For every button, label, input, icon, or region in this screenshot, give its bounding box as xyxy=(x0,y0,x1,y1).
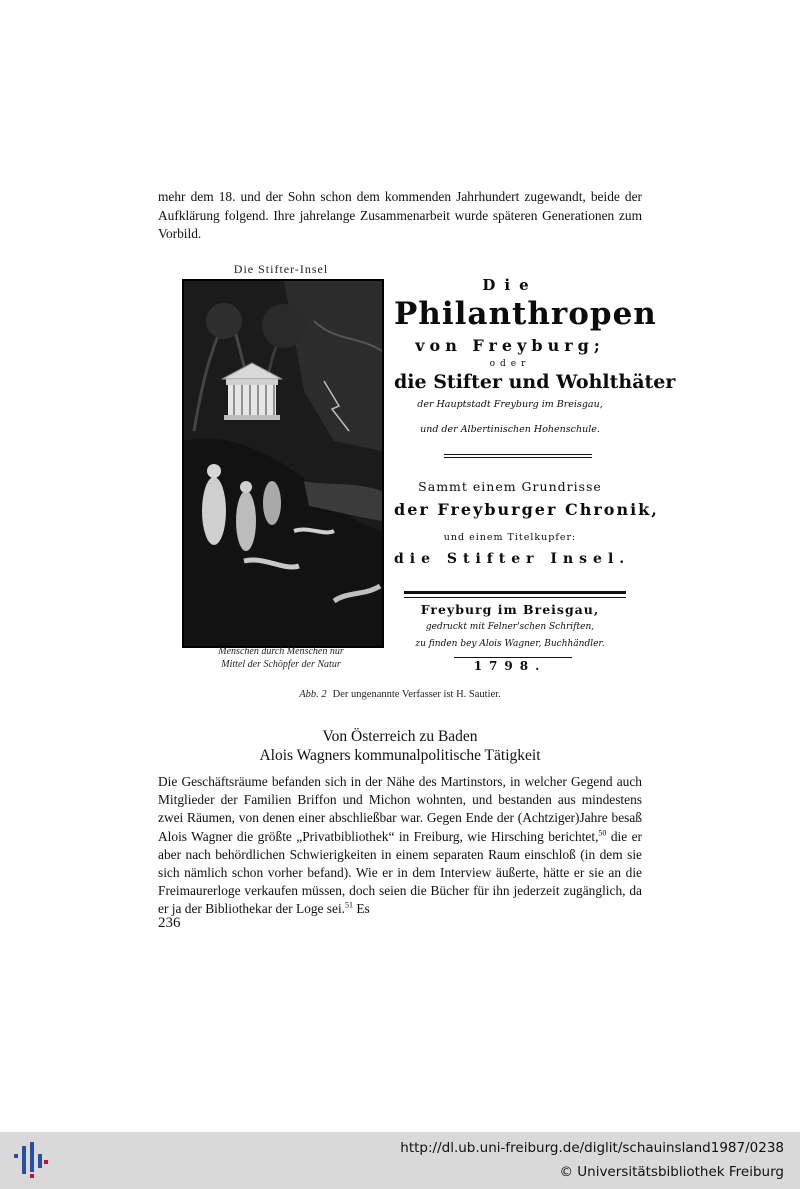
body-text-part-3: Es xyxy=(353,901,370,917)
section-subheading: Alois Wagners kommunalpolitische Tätigkeit xyxy=(259,747,541,764)
title-stifter-wohlthaeter: die Stifter und Wohlthäter xyxy=(394,371,676,393)
page-number: 236 xyxy=(158,915,181,931)
title-year: 1798. xyxy=(473,659,547,673)
title-titelkupfer: und einem Titelkupfer: xyxy=(443,532,577,543)
copyright-notice: © Universitätsbibliothek Freiburg xyxy=(559,1164,784,1180)
title-hohenschule: und der Albertinischen Hohenschule. xyxy=(420,424,600,435)
body-text-part-2: die er aber nach behördlichen Schwierigkeiten in einem separaten Raum einschloß (in dem sie sich nämlich schon vorher befand). Wie er in dem Interview äußerte, hätte er sie an die Freimaurerloge verkaufen müssen, doch seien die Bücher für ihn jederzeit zugänglich, da er ja der Bibliothekar der Loge sei. xyxy=(158,828,642,917)
title-divider-2 xyxy=(404,591,626,598)
figure-caption-text: Der ungenannte Verfasser ist H. Sautier. xyxy=(332,689,501,700)
title-zu-finden: zu finden bey Alois Wagner, Buchhändler. xyxy=(415,639,605,649)
body-text-part-1: Die Geschäftsräume befanden sich in der Nähe des Martinstors, in welcher Gegend auch Mitglieder der Familien Briffon und Michon wohnten, und bestanden aus mindestens zwei Räumen, von denen einer abschließbar war. Gegen Ende der (Achtziger)Jahre besaß Alois Wagner die größte „Privatbibliothek“ in Freiburg, wie Hirsching berichtet, xyxy=(158,774,642,844)
library-logo-icon xyxy=(10,1140,52,1180)
plate-caption xyxy=(176,645,386,671)
section-heading: Von Österreich zu Baden xyxy=(322,728,478,745)
title-page xyxy=(394,262,676,678)
title-von-freyburg: von Freyburg; xyxy=(415,336,605,355)
permalink-url[interactable]: http://dl.ub.uni-freiburg.de/diglit/schauinsland1987/0238 xyxy=(400,1140,784,1156)
plate-caption-line-2: Mittel der Schöpfer der Natur xyxy=(221,659,341,670)
title-die: Die xyxy=(482,276,538,294)
title-oder: oder xyxy=(489,359,531,369)
title-freyburg-breisgau: Freyburg im Breisgau, xyxy=(420,602,600,617)
title-stifter-insel: die Stifter Insel. xyxy=(394,551,631,567)
title-hauptstadt: der Hauptstadt Freyburg im Breisgau, xyxy=(417,399,603,410)
intro-paragraph xyxy=(158,188,642,244)
title-gedruckt: gedruckt mit Felner'schen Schriften, xyxy=(425,622,595,632)
footnote-ref-50[interactable]: 50 xyxy=(598,828,607,838)
title-chronik: der Freyburger Chronik, xyxy=(394,500,659,519)
figure-caption xyxy=(0,689,800,700)
title-divider-1 xyxy=(444,454,592,458)
body-paragraph xyxy=(158,773,642,919)
frontispiece-plate xyxy=(176,262,386,678)
footnote-ref-51[interactable]: 51 xyxy=(345,900,354,910)
engraving-image xyxy=(182,279,384,648)
engraving-svg xyxy=(184,281,382,646)
intro-text: mehr dem 18. und der Sohn schon dem kommenden Jahrhundert zugewandt, beide der Aufklärung folgend. Ihre jahrelange Zusammenarbeit wurde späteren Generationen zum Vorbild. xyxy=(158,189,642,241)
figure-illustration xyxy=(176,262,676,682)
plate-title: Die Stifter-Insel xyxy=(233,262,329,276)
figure-caption-label: Abb. 2 xyxy=(299,689,327,700)
plate-caption-line-1: Menschen durch Menschen nur xyxy=(218,646,344,657)
footer-bar xyxy=(0,1132,800,1189)
title-philanthropen: Philanthropen xyxy=(394,296,657,332)
title-sammt: Sammt einem Grundrisse xyxy=(418,479,602,494)
